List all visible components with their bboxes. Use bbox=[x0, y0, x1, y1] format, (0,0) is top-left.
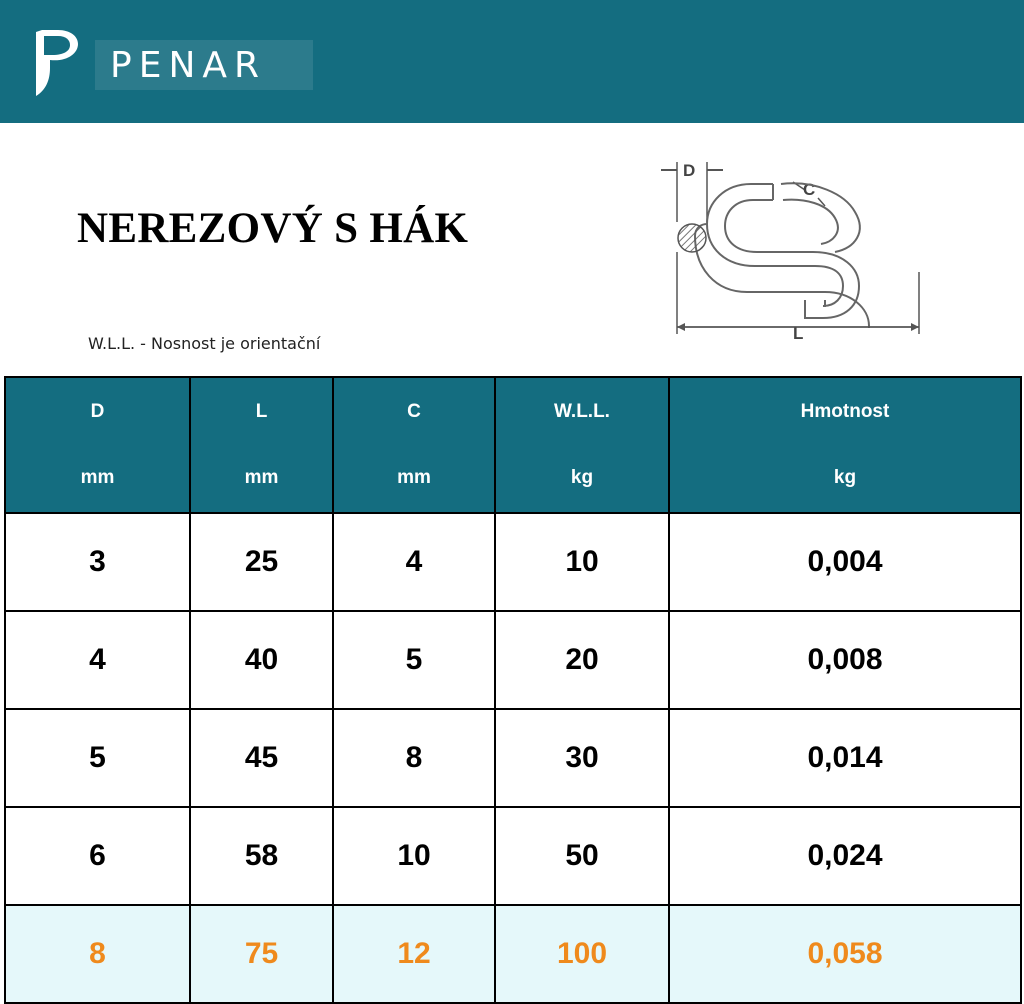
cell-c: 8 bbox=[333, 709, 495, 807]
table-row-highlighted bbox=[5, 905, 1021, 1003]
table-row bbox=[5, 807, 1021, 905]
product-title: NEREZOVÝ S HÁK bbox=[77, 205, 469, 252]
logo-text: PENAR bbox=[110, 45, 267, 86]
diagram-label-c: C bbox=[803, 180, 816, 199]
diagram-label-d: D bbox=[683, 161, 696, 180]
column-header-l bbox=[190, 377, 333, 513]
cell-wll: 50 bbox=[495, 807, 669, 905]
column-unit: mm bbox=[397, 467, 431, 488]
cell-weight: 0,004 bbox=[669, 513, 1021, 611]
column-name: W.L.L. bbox=[554, 401, 610, 422]
cell-weight: 0,058 bbox=[669, 905, 1021, 1003]
s-hook-dimension-diagram-icon bbox=[655, 152, 930, 347]
cell-wll: 100 bbox=[495, 905, 669, 1003]
cell-d: 5 bbox=[5, 709, 190, 807]
cell-c: 10 bbox=[333, 807, 495, 905]
table-row bbox=[5, 513, 1021, 611]
column-unit: mm bbox=[244, 467, 279, 488]
cell-l: 25 bbox=[190, 513, 333, 611]
cell-wll: 30 bbox=[495, 709, 669, 807]
column-name: Hmotnost bbox=[800, 401, 890, 422]
wll-note: W.L.L. - Nosnost je orientační bbox=[88, 334, 321, 353]
cell-d: 6 bbox=[5, 807, 190, 905]
cell-l: 58 bbox=[190, 807, 333, 905]
penar-logo-icon bbox=[32, 30, 82, 98]
cell-l: 45 bbox=[190, 709, 333, 807]
table-header-row bbox=[5, 377, 1021, 513]
cell-weight: 0,024 bbox=[669, 807, 1021, 905]
cell-wll: 10 bbox=[495, 513, 669, 611]
cell-c: 4 bbox=[333, 513, 495, 611]
column-header-c bbox=[333, 377, 495, 513]
cell-d: 8 bbox=[5, 905, 190, 1003]
cell-l: 75 bbox=[190, 905, 333, 1003]
column-unit: kg bbox=[833, 467, 857, 488]
cell-wll: 20 bbox=[495, 611, 669, 709]
spec-table bbox=[4, 376, 1022, 1004]
column-name: D bbox=[90, 401, 105, 422]
column-name: L bbox=[255, 401, 268, 422]
diagram-label-l: L bbox=[793, 324, 804, 343]
cell-c: 5 bbox=[333, 611, 495, 709]
cell-d: 4 bbox=[5, 611, 190, 709]
table-row bbox=[5, 709, 1021, 807]
cell-d: 3 bbox=[5, 513, 190, 611]
header-banner bbox=[0, 0, 1024, 123]
column-name: C bbox=[407, 401, 421, 422]
table-row bbox=[5, 611, 1021, 709]
cell-c: 12 bbox=[333, 905, 495, 1003]
cell-l: 40 bbox=[190, 611, 333, 709]
cell-weight: 0,014 bbox=[669, 709, 1021, 807]
column-header-d bbox=[5, 377, 190, 513]
column-unit: mm bbox=[80, 467, 115, 488]
cell-weight: 0,008 bbox=[669, 611, 1021, 709]
column-unit: kg bbox=[570, 467, 594, 488]
column-header-weight bbox=[669, 377, 1021, 513]
column-header-wll bbox=[495, 377, 669, 513]
